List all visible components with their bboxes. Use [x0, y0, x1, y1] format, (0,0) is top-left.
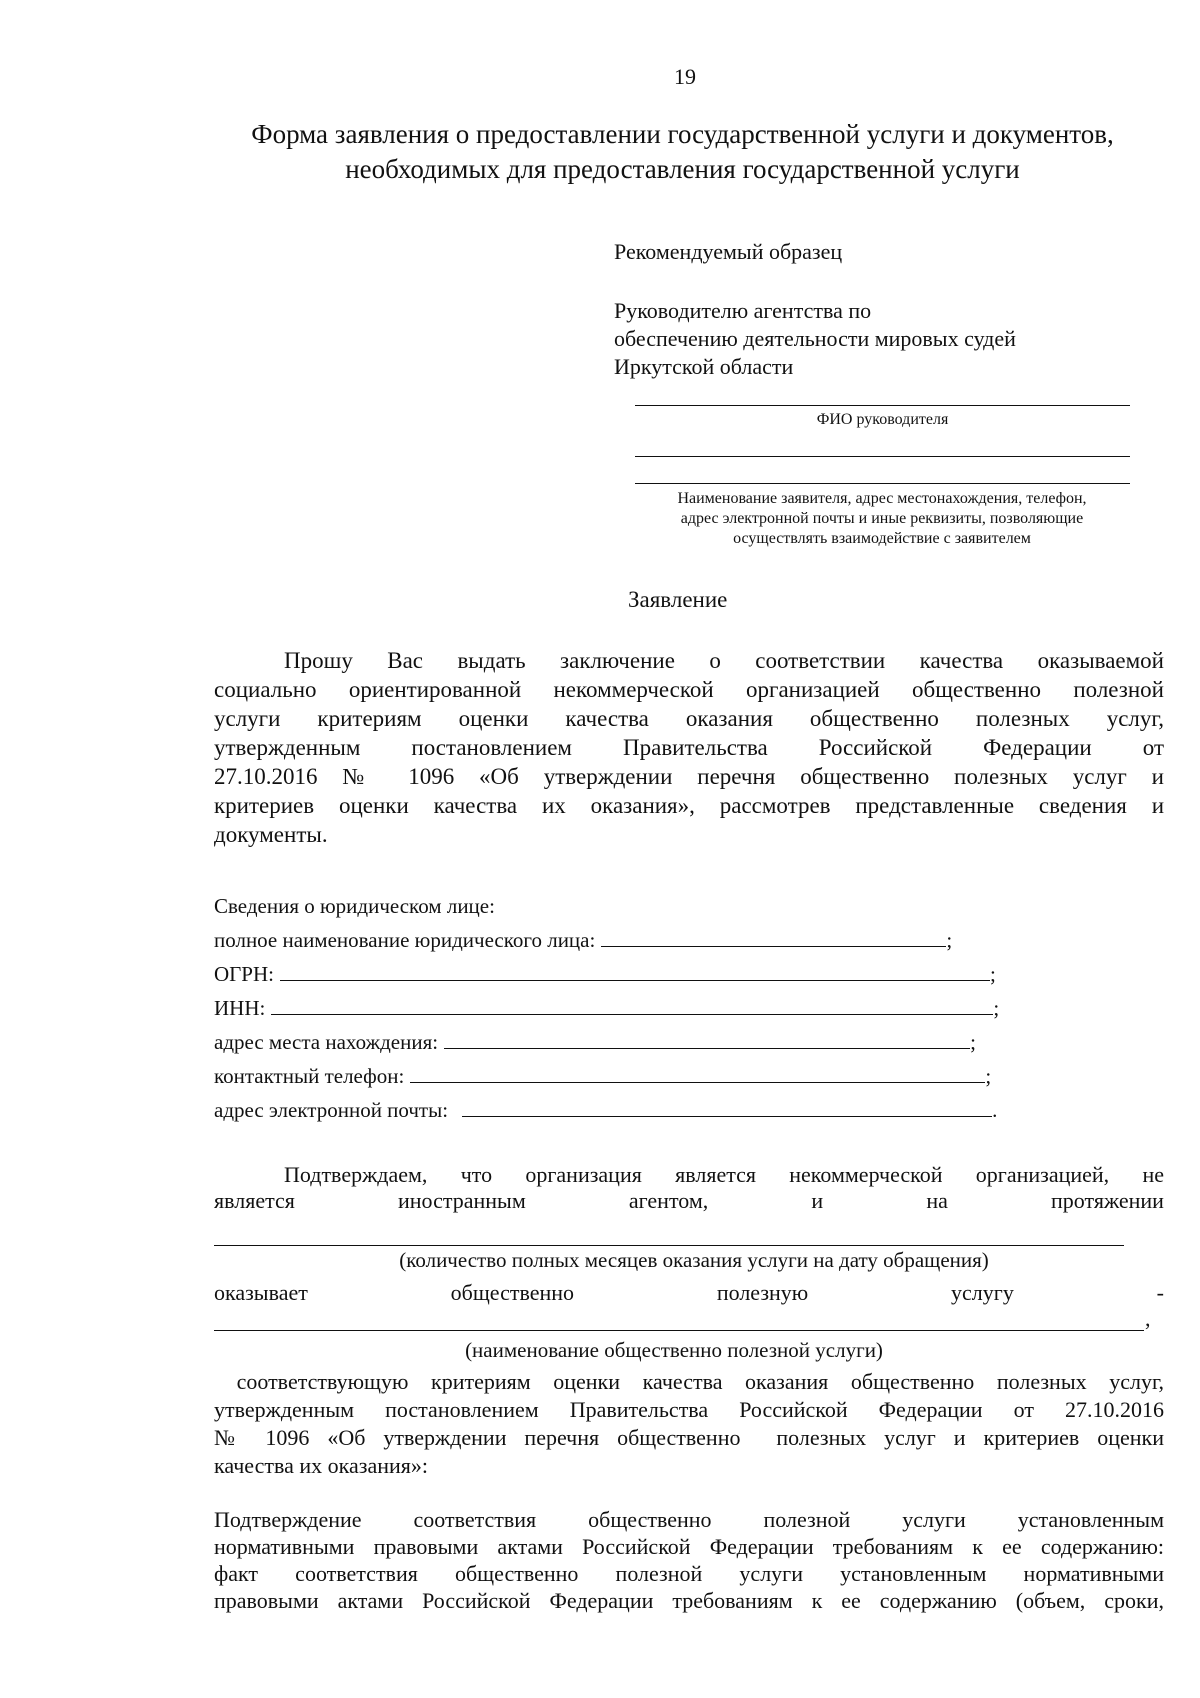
paragraph-line: социально ориентированной некоммерческой организацией общественно полезной: [214, 677, 1164, 702]
word: и: [811, 1188, 824, 1213]
word: иностранным: [398, 1188, 526, 1213]
field-end: .: [992, 1098, 998, 1122]
field-end: ;: [993, 996, 1000, 1020]
field-end: ;: [985, 1064, 992, 1088]
form-title-line: Форма заявления о предоставлении государственной услуги и документов,: [251, 119, 1114, 149]
service-blank-line[interactable]: [214, 1330, 1144, 1331]
spread-line: [214, 1188, 1164, 1214]
addressee-line: обеспечению деятельности мировых судей: [614, 326, 1016, 351]
form-title-line: необходимых для предоставления государственной услуги: [345, 154, 1020, 184]
word: оказывает: [214, 1280, 308, 1305]
paragraph-line: нормативными правовыми актами Российской Федерации требованиям к ее содержанию:: [214, 1534, 1164, 1559]
legal-entity-heading: Сведения о юридическом лице:: [214, 894, 495, 918]
addressee-line: Руководителю агентства по: [614, 298, 872, 323]
phone-blank[interactable]: [410, 1064, 985, 1083]
paragraph-line: факт соответствия общественно полезной услуги установленным нормативными: [214, 1561, 1164, 1586]
applicant-caption-line: адрес электронной почты и иные реквизиты, позволяющие: [680, 510, 1084, 527]
applicant-caption: [612, 489, 1152, 549]
addressee-block: [614, 297, 1016, 381]
field-address: [214, 1028, 976, 1056]
service-end: ,: [1145, 1306, 1151, 1331]
page-number: 19: [674, 64, 696, 89]
word: на: [926, 1188, 948, 1213]
field-email: [214, 1096, 997, 1124]
field-label: контактный телефон:: [214, 1064, 405, 1088]
months-blank-line[interactable]: [214, 1245, 1124, 1246]
applicant-caption-line: Наименование заявителя, адрес местонахождения, телефон,: [677, 490, 1087, 507]
field-label: полное наименование юридического лица:: [214, 928, 596, 952]
email-blank[interactable]: [462, 1098, 992, 1117]
paragraph-line: № 1096 «Об утверждении перечня общественно полезных услуг и критериев оценки: [214, 1425, 1164, 1450]
form-title: [150, 117, 1200, 187]
field-label: адрес места нахождения:: [214, 1030, 439, 1054]
paragraph-line: качества их оказания»:: [214, 1453, 428, 1478]
confirm-paragraph: [214, 1162, 1164, 1214]
word: протяжении: [1051, 1188, 1164, 1213]
word: является: [214, 1188, 295, 1213]
field-label: ОГРН:: [214, 962, 274, 986]
paragraph-line: 27.10.2016 № 1096 «Об утверждении перечня общественно полезных услуг и: [214, 764, 1164, 789]
months-caption: (количество полных месяцев оказания услуги на дату обращения): [399, 1248, 989, 1272]
fio-blank-line: [635, 405, 1130, 406]
paragraph-line: Подтверждаем, что организация является некоммерческой организацией, не: [284, 1162, 1164, 1187]
applicant-blank-line: [635, 483, 1130, 484]
service-caption: (наименование общественно полезной услуги): [465, 1338, 883, 1362]
addressee-line: Иркутской области: [614, 354, 794, 379]
word: агентом,: [628, 1188, 709, 1213]
conformity-paragraph: [214, 1506, 1164, 1614]
field-end: ;: [990, 962, 996, 986]
paragraph-line: утвержденным постановлением Правительства Российской Федерации от 27.10.2016: [214, 1397, 1164, 1422]
word: общественно: [450, 1280, 575, 1305]
paragraph-line: критериев оценки качества их оказания», рассмотрев представленные сведения и: [214, 793, 1164, 818]
field-end: ;: [970, 1030, 976, 1054]
applicant-caption-line: осуществлять взаимодействие с заявителем: [733, 530, 1031, 547]
statement-title: Заявление: [628, 587, 728, 612]
word: полезную: [716, 1280, 809, 1305]
field-ogrn: [214, 960, 996, 988]
full-name-blank[interactable]: [601, 928, 946, 947]
paragraph-line: Подтверждение соответствия общественно полезной услуги установленным: [214, 1507, 1164, 1532]
paragraph-line: документы.: [214, 822, 328, 847]
paragraph-line: утвержденным постановлением Правительства Российской Федерации от: [214, 735, 1164, 760]
fio-caption: ФИО руководителя: [816, 411, 949, 428]
field-phone: [214, 1062, 991, 1090]
ogrn-blank[interactable]: [280, 962, 990, 981]
request-paragraph: [214, 646, 1164, 849]
inn-blank[interactable]: [271, 996, 993, 1015]
criteria-paragraph: [214, 1368, 1164, 1480]
paragraph-line: соответствующую критериям оценки качества оказания общественно полезных услуг,: [214, 1369, 1164, 1394]
recommended-sample-label: Рекомендуемый образец: [614, 239, 843, 264]
word: -: [1156, 1280, 1164, 1305]
spread-line: [214, 1280, 1164, 1306]
applicant-blank-line: [635, 456, 1130, 457]
paragraph-line: правовыми актами Российской Федерации требованиям к ее содержанию (объем, сроки,: [214, 1588, 1164, 1613]
field-inn: [214, 994, 999, 1022]
field-label: адрес электронной почты:: [214, 1098, 449, 1122]
field-full-name: [214, 926, 952, 954]
address-blank[interactable]: [444, 1030, 970, 1049]
field-end: ;: [946, 928, 953, 952]
word: услугу: [951, 1280, 1014, 1305]
paragraph-line: услуги критериям оценки качества оказания общественно полезных услуг,: [214, 706, 1164, 731]
field-label: ИНН:: [214, 996, 266, 1020]
paragraph-line: Прошу Вас выдать заключение о соответствии качества оказываемой: [284, 648, 1164, 673]
